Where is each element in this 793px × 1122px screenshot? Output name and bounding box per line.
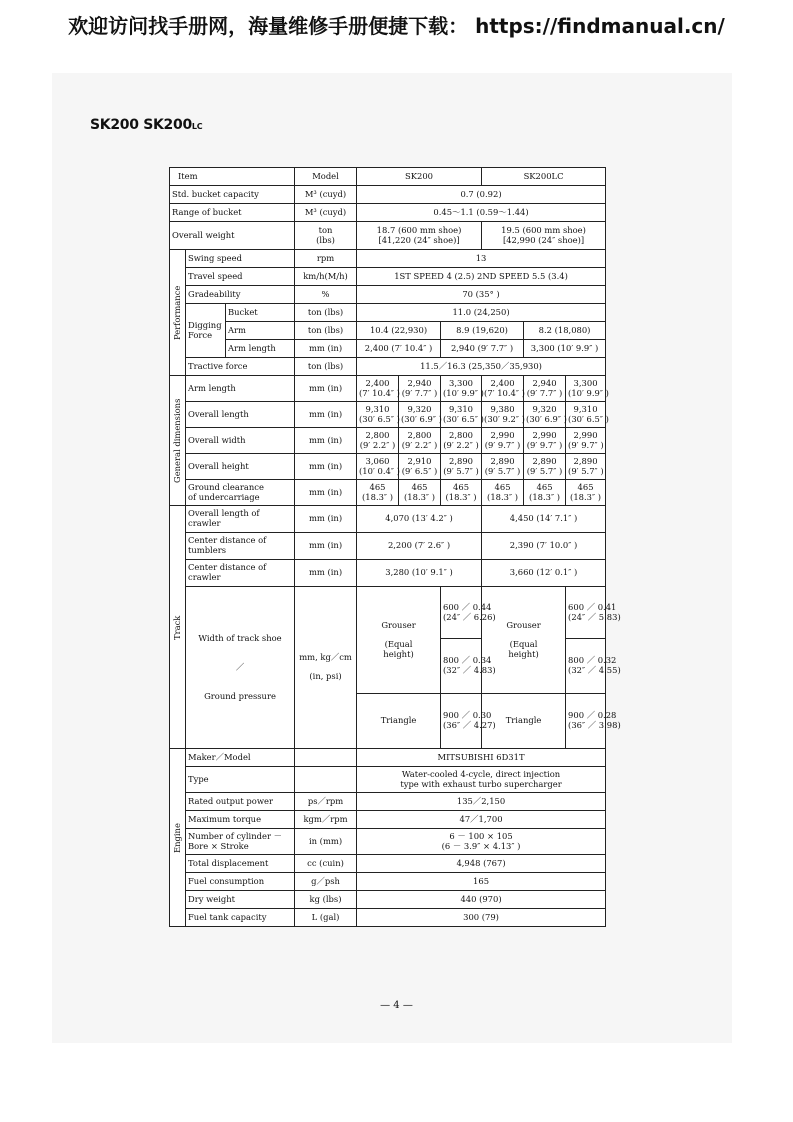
row-unit: % [295,286,357,304]
row-label: Std. bucket capacity [170,186,295,204]
row-value [441,480,482,506]
table-row [170,250,606,268]
row-value [566,376,609,402]
row-unit: ton (lbs) [295,358,357,376]
table-row [170,811,606,829]
value-line: 2,990 [490,429,515,440]
shoe-type [482,587,566,694]
value-line: 9,380 [490,403,515,414]
label-line: Overall length of [188,508,260,519]
row-value [357,829,606,855]
value-line: 465 [577,481,594,492]
row-unit: mm (in) [295,428,357,454]
value-line: (9′ 2.2″ ) [443,439,479,450]
row-value: 8.2 (18,080) [524,322,606,340]
table-row [170,855,606,873]
table-row [170,767,606,793]
label-line: Bore × Stroke [188,840,249,851]
value-line: (9′ 9.7″ ) [526,439,563,450]
value-line: (9′ 5.7″ ) [568,465,604,476]
label-line: (Equal [509,639,538,649]
row-value [482,428,524,454]
row-value [566,639,621,694]
row-unit: M³ (cuyd) [295,186,357,204]
table-row [170,340,606,358]
table-row [170,560,606,587]
label-line: of undercarriage [188,491,260,502]
row-label: Tractive force [186,358,295,376]
table-row [170,533,606,560]
table-row [170,322,606,340]
value-line: (18.3″ ) [487,491,519,502]
unit-line: ton [318,224,333,235]
table-row [170,268,606,286]
row-value [566,480,606,506]
table-row [170,909,606,927]
row-value [357,428,399,454]
value-line: (36″ ／ 4.27) [443,720,496,730]
value-line: 465 [536,481,553,492]
row-unit: kg (lbs) [295,891,357,909]
label-line: ／ [235,661,245,672]
row-unit: mm (in) [295,533,357,560]
value-line: type with exhaust turbo supercharger [400,778,562,789]
shoe-type: Triangle [482,694,566,749]
group-performance: Performance [170,250,186,376]
table-row [170,222,606,250]
row-value: 300 (79) [357,909,606,927]
value-line: 2,800 [407,429,432,440]
row-value: MITSUBISHI 6D31T [357,749,606,767]
value-line: 2,400 [365,377,390,388]
shoe-type: Triangle [357,694,441,749]
value-line: 18.7 (600 mm shoe) [376,224,462,235]
row-label: Overall length [186,402,295,428]
row-unit [295,222,357,250]
value-line: (24″ ／ 5.83) [568,611,621,622]
value-line: (9′ 7.7″ ) [401,387,438,398]
row-value [399,454,441,480]
header-sk200: SK200 [357,168,482,186]
row-value [399,402,441,428]
value-line: 9,320 [532,403,557,414]
value-line: (9′ 7.7″ ) [526,387,563,398]
header-sk200lc: SK200LC [482,168,606,186]
group-general: General dimensions [170,376,186,506]
row-value: 0.7 (0.92) [357,186,606,204]
row-value [357,480,399,506]
row-value: 47／1,700 [357,811,606,829]
value-line: 2,800 [365,429,390,440]
value-line: 2,940 [532,377,557,388]
row-value: 13 [357,250,606,268]
value-line: 2,890 [532,455,557,466]
row-label: Total displacement [186,855,295,873]
row-value: 1ST SPEED 4 (2.5) 2ND SPEED 5.5 (3.4) [357,268,606,286]
row-label: Gradeability [186,286,295,304]
row-unit: rpm [295,250,357,268]
value-line: (9′ 2.2″ ) [401,439,438,450]
row-label: Range of bucket [170,204,295,222]
table-row [170,454,606,480]
value-line: (10′ 0.4″ ) [359,465,400,476]
row-value [399,428,441,454]
row-value: 2,940 (9′ 7.7″ ) [441,340,524,358]
row-label: Arm length [186,376,295,402]
value-line: 3,060 [365,455,390,466]
value-line: (30′ 6.9″ ) [401,413,442,424]
value-line: (9′ 5.7″ ) [526,465,563,476]
value-line: (24″ ／ 6.26) [443,611,496,622]
row-label [186,533,295,560]
value-line: (32″ ／ 4.55) [568,665,621,675]
row-label: Overall width [186,428,295,454]
row-value [566,402,609,428]
value-line: 465 [369,481,386,492]
value-line: 2,990 [573,429,598,440]
row-value: 4,070 (13′ 4.2″ ) [357,506,482,533]
row-label: Fuel consumption [186,873,295,891]
value-line: (10′ 9.9″ ) [568,387,609,398]
row-unit: ps／rpm [295,793,357,811]
value-line: (9′ 2.2″ ) [359,439,396,450]
label-line: Ground pressure [204,690,276,701]
value-line: (10′ 9.9″ ) [443,387,484,398]
label-line: tumblers [188,545,226,555]
row-value [441,454,482,480]
label-line: Ground clearance [188,481,264,492]
row-value: 2,200 (7′ 2.6″ ) [357,533,482,560]
value-line: (18.3″ ) [445,491,477,502]
row-value: 11.0 (24,250) [357,304,606,322]
row-unit: kgm／rpm [295,811,357,829]
row-value [524,402,566,428]
row-value [441,376,482,402]
row-value [566,454,606,480]
row-value [441,694,496,749]
row-value: 165 [357,873,606,891]
value-line: (9′ 9.7″ ) [484,439,521,450]
table-row [170,829,606,855]
row-label: Travel speed [186,268,295,286]
row-unit: L (gal) [295,909,357,927]
value-line: 2,890 [449,455,474,466]
header-row [170,168,606,186]
value-line: (36″ ／ 3.98) [568,720,621,730]
value-line: (18.3″ ) [362,491,393,502]
value-line: 9,310 [449,403,474,414]
row-value [399,480,441,506]
table-row [170,749,606,767]
value-line: (9′ 5.7″ ) [484,465,521,476]
row-unit [295,587,357,749]
row-value: 8.9 (19,620) [441,322,524,340]
table-row [170,793,606,811]
unit-line: mm, kg／cm [299,652,352,663]
row-label [186,829,295,855]
row-label: Type [186,767,295,793]
value-line: 900 ／ 0.30 [443,710,492,721]
row-value [524,376,566,402]
row-unit: mm (in) [295,340,357,358]
row-unit: km/h(M/h) [295,268,357,286]
row-value [566,428,606,454]
label-line: Width of track shoe [198,632,282,643]
label-line: height) [508,648,539,659]
value-line: (30′ 9.2″ ) [484,413,525,424]
row-value: 3,660 (12′ 0.1″ ) [482,560,606,587]
row-unit: mm (in) [295,560,357,587]
value-line: 2,800 [449,429,474,440]
row-label: Overall height [186,454,295,480]
label-line: Grouser [506,619,541,630]
value-line: 2,890 [490,455,515,466]
row-sublabel: Arm length [226,340,295,358]
row-value [399,376,441,402]
row-unit: mm (in) [295,506,357,533]
row-label [186,587,295,749]
row-value: 10.4 (22,930) [357,322,441,340]
row-value [441,587,496,639]
value-line: Water-cooled 4-cycle, direct injection [401,768,561,779]
row-value [357,222,482,250]
value-line: (9′ 5.7″ ) [443,465,479,476]
model-title-suffix: LC [191,122,203,131]
row-unit: in (mm) [295,829,357,855]
value-line: 2,910 [407,455,432,466]
value-line: (6 － 3.9″ × 4.13″ ) [441,840,521,851]
row-label: Maximum torque [186,811,295,829]
row-value: 0.45～1.1 (0.59～1.44) [357,204,606,222]
row-label: Fuel tank capacity [186,909,295,927]
value-line: 800 ／ 0.34 [443,655,492,666]
table-row [170,873,606,891]
model-title [90,117,202,133]
table-row [170,286,606,304]
value-line: 600 ／ 0.41 [568,601,617,612]
unit-line: (in, psi) [309,671,342,682]
row-unit [295,767,357,793]
value-line: (18.3″ ) [529,491,561,502]
value-line: (7′ 10.4″ ) [359,387,400,398]
value-line: [42,990 (24″ shoe)] [502,234,585,245]
group-engine: Engine [170,749,186,927]
row-unit: mm (in) [295,376,357,402]
table-row [170,204,606,222]
table-row [170,402,606,428]
value-line: (30′ 6.5″ ) [568,413,609,424]
value-line: 2,890 [573,455,598,466]
row-unit: mm (in) [295,402,357,428]
row-label: Overall weight [170,222,295,250]
group-track: Track [170,506,186,749]
value-line: 3,300 [449,377,474,388]
table-row [170,891,606,909]
row-value: 4,948 (767) [357,855,606,873]
value-line: 19.5 (600 mm shoe) [501,224,586,235]
header-item: Item [170,168,295,186]
value-line: 465 [494,481,511,492]
row-value [482,376,524,402]
value-line: 2,400 [490,377,515,388]
row-value [482,480,524,506]
value-line: (30′ 6.9″ ) [526,413,567,424]
label-line: Center distance of [188,562,267,573]
value-line: 3,300 [573,377,598,388]
table-row [170,428,606,454]
label-line: crawler [188,572,221,582]
row-value [357,376,399,402]
row-unit: g／psh [295,873,357,891]
row-value: 70 (35° ) [357,286,606,304]
value-line: (30′ 6.5″ ) [443,413,484,424]
table-row [170,587,606,639]
value-line: 2,990 [532,429,557,440]
row-label [186,560,295,587]
value-line: (30′ 6.5″ ) [359,413,400,424]
label-line: Number of cylinder － [188,830,282,841]
row-value: 3,300 (10′ 9.9″ ) [524,340,606,358]
table-row [170,376,606,402]
value-line: 9,310 [365,403,390,414]
value-line: 465 [411,481,428,492]
row-value [441,639,496,694]
shoe-type [357,587,441,694]
row-value [566,694,621,749]
row-value [482,222,606,250]
value-line: [41,220 (24″ shoe)] [378,234,460,245]
row-value [524,428,566,454]
value-line: (7′ 10.4″ ) [484,387,525,398]
row-label: Dry weight [186,891,295,909]
row-value [441,428,482,454]
row-value [357,402,399,428]
value-line: 600 ／ 0.44 [443,601,492,612]
row-value [357,767,606,793]
label-line: crawler [188,518,221,528]
row-unit [295,749,357,767]
page-number: — 4 — [380,1000,413,1011]
row-label: Digging Force [186,304,226,358]
row-sublabel: Bucket [226,304,295,322]
value-line: (32″ ／ 4.83) [443,665,496,675]
row-label: Swing speed [186,250,295,268]
row-unit: mm (in) [295,454,357,480]
row-value [524,454,566,480]
row-unit: ton (lbs) [295,322,357,340]
row-unit: M³ (cuyd) [295,204,357,222]
row-value: 3,280 (10′ 9.1″ ) [357,560,482,587]
row-value: 4,450 (14′ 7.1″ ) [482,506,606,533]
value-line: (9′ 9.7″ ) [568,439,604,450]
row-value: 2,400 (7′ 10.4″ ) [357,340,441,358]
row-value [482,402,524,428]
table-row [170,480,606,506]
label-line: height) [383,648,414,659]
row-label: Maker／Model [186,749,295,767]
header-model: Model [295,168,357,186]
row-label [186,506,295,533]
row-value [524,480,566,506]
row-value [566,587,621,639]
spec-table [169,167,621,927]
label-line: Center distance of [188,535,267,546]
value-line: 9,310 [573,403,598,414]
value-line: (18.3″ ) [570,491,602,502]
value-line: 900 ／ 0.28 [568,710,617,721]
label-line: Grouser [381,619,416,630]
row-label: Rated output power [186,793,295,811]
value-line: 800 ／ 0.32 [568,655,617,666]
row-value [441,402,482,428]
value-line: 2,940 [407,377,432,388]
row-value [357,454,399,480]
value-line: 6 － 100 × 105 [449,830,513,841]
table-row [170,506,606,533]
label-line: (Equal [384,639,413,649]
model-title-main: SK200 SK200 [90,117,192,133]
row-value [482,454,524,480]
row-sublabel: Arm [226,322,295,340]
table-row [170,304,606,322]
row-unit: mm (in) [295,480,357,506]
row-value: 11.5／16.3 (25,350／35,930) [357,358,606,376]
row-value: 135／2,150 [357,793,606,811]
row-value: 2,390 (7′ 10.0″ ) [482,533,606,560]
value-line: 9,320 [407,403,432,414]
value-line: (18.3″ ) [404,491,435,502]
table-row [170,186,606,204]
value-line: 465 [453,481,470,492]
row-value: 440 (970) [357,891,606,909]
row-unit: cc (cuin) [295,855,357,873]
value-line: (9′ 6.5″ ) [401,465,438,476]
table-row [170,358,606,376]
unit-line: (lbs) [316,234,335,245]
row-unit: ton (lbs) [295,304,357,322]
row-label [186,480,295,506]
site-banner: 欢迎访问找手册网，海量维修手册便捷下载： https://findmanual.cn/ [68,14,725,38]
